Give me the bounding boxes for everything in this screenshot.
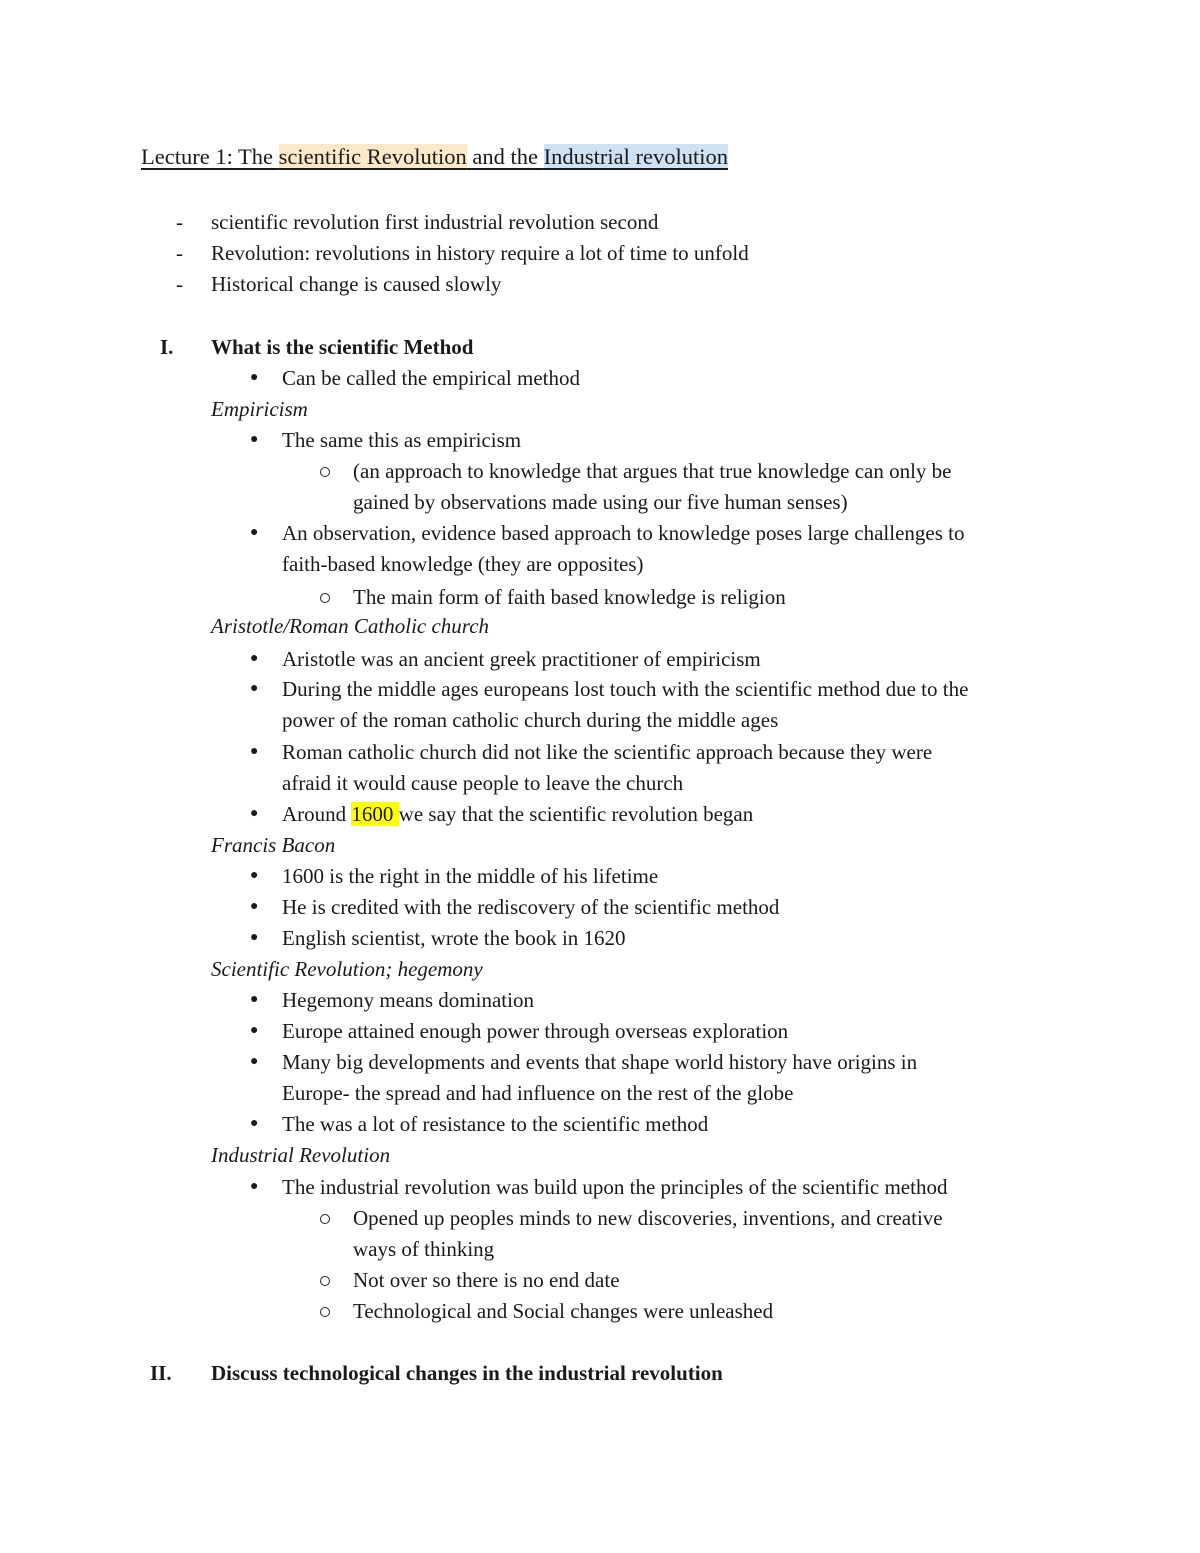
dash-marker: - [176,272,183,296]
bullet-icon: ● [250,525,259,540]
subheading-hegemony: Scientific Revolution; hegemony [211,957,483,981]
list-item: The main form of faith based knowledge is religion [353,585,786,609]
text-revolution-began: we say that the scientific revolution began [398,802,754,826]
dash-item-3: Historical change is caused slowly [211,272,502,296]
list-item: (an approach to knowledge that argues that true knowledge can only be [353,459,952,483]
list-item [282,800,753,828]
section-1-numeral: I. [160,335,174,359]
list-item-continuation: gained by observations made using our five human senses) [353,490,848,514]
title-highlight-scientific: scientific Revolution [278,144,467,169]
bullet-icon: ● [250,930,259,945]
list-item: English scientist, wrote the book in 1620 [282,926,626,950]
bullet-icon: ● [250,1023,259,1038]
list-item: 1600 is the right in the middle of his lifetime [282,864,659,888]
subheading-francis-bacon: Francis Bacon [211,833,336,857]
list-item: The industrial revolution was build upon the principles of the scientific method [282,1175,948,1199]
bullet-icon: ● [250,1116,259,1131]
list-item-continuation: faith-based knowledge (they are opposites) [282,552,644,576]
section-2-numeral: II. [150,1361,172,1385]
section-2-heading: Discuss technological changes in the industrial revolution [211,1361,723,1385]
list-item: Can be called the empirical method [282,366,580,390]
list-item: An observation, evidence based approach to knowledge poses large challenges to [282,521,965,545]
circle-bullet-icon [320,467,330,477]
bullet-icon: ● [250,806,259,821]
list-item-continuation: power of the roman catholic church during the middle ages [282,708,779,732]
section-1-heading: What is the scientific Method [211,335,474,359]
bullet-icon: ● [250,1054,259,1069]
dash-item-2: Revolution: revolutions in history require a lot of time to unfold [211,241,749,265]
dash-marker: - [176,241,183,265]
circle-bullet-icon [320,1307,330,1317]
bullet-icon: ● [250,744,259,759]
bullet-icon: ● [250,1179,259,1194]
dash-item-1: scientific revolution first industrial revolution second [211,210,659,234]
title-mid: and the [466,144,544,169]
list-item: Many big developments and events that shape world history have origins in [282,1050,918,1074]
list-item-continuation: Europe- the spread and had influence on the rest of the globe [282,1081,794,1105]
list-item: He is credited with the rediscovery of the scientific method [282,895,780,919]
subheading-industrial-revolution: Industrial Revolution [211,1143,391,1167]
subheading-empiricism: Empiricism [211,397,308,421]
list-item: Europe attained enough power through overseas exploration [282,1019,789,1043]
list-item: Roman catholic church did not like the scientific approach because they were [282,740,933,764]
list-item: Opened up peoples minds to new discoveries, inventions, and creative [353,1206,943,1230]
list-item: Aristotle was an ancient greek practitioner of empiricism [282,647,761,671]
bullet-icon: ● [250,992,259,1007]
list-item-continuation: ways of thinking [353,1237,495,1261]
highlight-1600: 1600 [351,802,399,826]
circle-bullet-icon [320,1276,330,1286]
dash-marker: - [176,210,183,234]
title-highlight-industrial: Industrial revolution [543,144,728,169]
list-item: The was a lot of resistance to the scientific method [282,1112,709,1136]
bullet-icon: ● [250,651,259,666]
list-item-continuation: afraid it would cause people to leave the church [282,771,684,795]
lecture-title [141,143,728,171]
bullet-icon: ● [250,432,259,447]
title-prefix: Lecture 1: The [141,144,279,169]
subheading-aristotle: Aristotle/Roman Catholic church [211,614,490,638]
bullet-icon: ● [250,899,259,914]
list-item: Hegemony means domination [282,988,534,1012]
bullet-icon: ● [250,681,259,696]
bullet-icon: ● [250,370,259,385]
list-item: The same this as empiricism [282,428,522,452]
bullet-icon: ● [250,868,259,883]
text-around: Around [282,802,352,826]
circle-bullet-icon [320,1214,330,1224]
list-item: During the middle ages europeans lost touch with the scientific method due to the [282,677,969,701]
list-item: Technological and Social changes were unleashed [353,1299,774,1323]
list-item: Not over so there is no end date [353,1268,620,1292]
circle-bullet-icon [320,593,330,603]
